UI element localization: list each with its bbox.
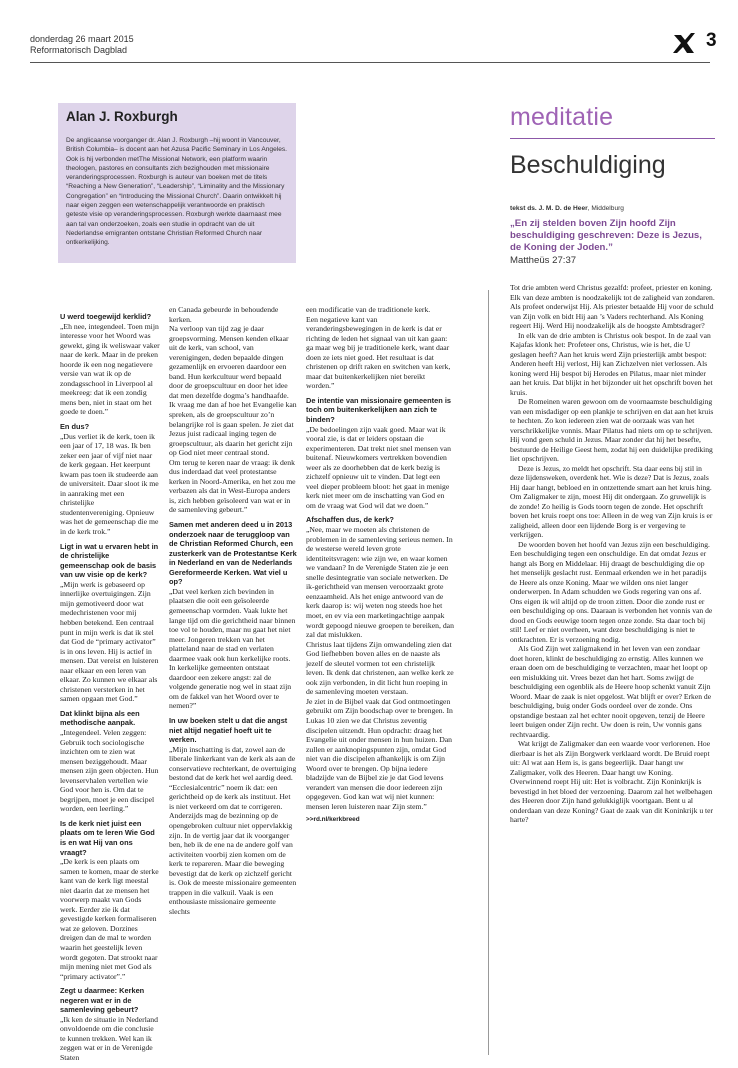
meditation-paragraph: In elk van de drie ambten is Christus ook bespot. In de zaal van Kajafas klonk het: Profeteer ons, Christus, wie is het, die U geslagen heeft? Aan het kruis werd Zijn priesterlijk ambt bespot: Anderen heeft Hij verlost, Hij kan Zichzelven niet verlossen. Als koning werd Hij bespot bij Herodes en Pilatus, maar niet minder aan het kruis. Dat blijkt in het bijzonder uit het opschrift boven het kruis. [510, 330, 713, 397]
bio-name: Alan J. Roxburgh [66, 109, 178, 124]
interview-answer: „Integendeel. Velen zeggen: Gebruik toch sociologische inzichten om te zien wat mensen beziggehoudt. Maar mensen zijn geen objecten. Hun levenservhalen vertellen wie God voor hen is. Om dat te begrijpen, moet je een discipel worden, een leerling.” [60, 727, 159, 814]
meditation-byline [510, 205, 624, 212]
meditation-paragraph: De woorden boven het hoofd van Jezus zijn een beschuldiging. Een beschuldiging tegen een onschuldige. En dat omdat Jezus er hangt als Borg en Middelaar. Hij draagt de beschuldiging die op het menselijk geslacht rust. Eenmaal erkenden we in het paradijs de Heere als onze Koning. Maar we wilden ons niet langer onderwerpen. In Adam schudden we Gods regering van ons af. Ons eigen ik wil altijd op de troon zitten. Door die zonde rust er een beschuldiging op ons. Daaraan is verbonden het vonnis van de dood en Gods eeuwige toorn tegen onze zonde. Sta daar toch bij stil! Leef er niet overheen, want deze beschuldiging is niet te ontkrachten. Er is verzoening nodig. [510, 539, 713, 644]
interview-answer: Je ziet in de Bijbel vaak dat God ontmoetingen gebruikt om Zijn boodschap over te brengen. In Lukas 10 zien we dat Christus zeventig discipelen uitzendt. Hun opdracht: draag het Evangelie uit onder mensen in hun huizen. Dan zullen er aanknopingspunten zijn, omdat God niet van die discipelen afhankelijk is om Zijn Woord over te brengen. Op bijna iedere bladzijde van de Bijbel zie je dat God levens verandert van mensen die door iedereen zijn opgegeven. God kan wat wij niet kunnen: mensen leren luisteren naar Zijn stem.” [306, 696, 453, 811]
bio-box [58, 103, 296, 263]
meditation-title: Beschuldiging [510, 151, 666, 179]
interview-answer: Om terug te keren naar de vraag: ik denk dus inderdaad dat veel protestantse kerken in Noord-Amerika, en het zou me verbazen als dat in West-Europa anders is, zich hebben geïsoleerd van wat er in de samenleving gebeurt.” [169, 457, 296, 515]
interview-question: Zegt u daarmee: Kerken negeren wat er in de samenleving gebeurt? [60, 986, 145, 1015]
interview-question: Dat klinkt bijna als een methodische aanpak. [60, 708, 140, 728]
scripture-quote: „En zij stelden boven Zijn hoofd Zijn beschuldiging geschreven: Deze is Jezus, de Koning der Joden.” [510, 218, 702, 254]
column-divider [488, 290, 489, 1055]
section-title: meditatie [510, 103, 614, 131]
interview-question: In uw boeken stelt u dat die angst niet altijd negatief hoeft uit te werken. [169, 715, 288, 745]
meditation-paragraph: Als God Zijn wet zaligmakend in het leven van een zondaar doet horen, klinkt de beschuldiging zo ernstig. Alles kunnen we eraan doen om de beschuldiging te verzachten, maar het loopt op een mislukking uit. Vrees bezet dan het hart. Soms zwijgt de beschuldiging een ogenblik als de Heere hoop schenkt vanuit Zijn Woord. Maar de zaak is niet opgelost. Wat blijft er over? Erken de beschuldiging, buig onder Gods oordeel over de zonde. Ons opstandige bestaan zal het echter nooit opgeven, tenzij de Heere leert buigen onder Zijn recht. Uw doen is rein, Uw vonnis gans rechtvaardig. [510, 644, 712, 739]
page-header-date [30, 34, 134, 56]
meditation-column [510, 283, 715, 1053]
interview-answer: Na verloop van tijd zag je daar groepsvorming. Mensen kenden elkaar uit de kerk, van school, van verenigingen, deden bepaalde dingen gezamenlijk en ervoeren daardoor een band. Hun kerkcultuur werd bepaald door de groepscultuur en door het idee dat men dezelfde dogma’s handhaafde. Ik vraag me dan af hoe het Evangelie kan spreken, als de groepscultuur zo’n belangrijke rol is gaan spelen. Je ziet dat Jezus juist radicaal inging tegen de groepscultuur, als daarin het gericht zijn op God niet meer centraal stond. [169, 324, 297, 458]
interview-answer: Anderzijds mag de bezinning op de opengebroken cultuur niet oppervlakkig zijn. In de vertig jaar dat ik voorganger ben, heb ik de ene na de andere golf van activiteiten voorbij zien komen om de kerk te repareren. Maar die beweging bevestigt dat de kerk op zichzelf gericht is. Ook de meeste missionaire gemeenten trappen in die valkuil. Vaak is een enthousiaste missionaire gemeente slechts [169, 811, 297, 916]
interview-answer: „Nee, maar we moeten als christenen de problemen in de samenleving serieus nemen. In de westerse wereld leven grote identiteitsvragen: wie zijn we, en waar komen we vandaan? In de Verenigde Staten zie je een snelle desintegratie van sociale netwerken. De ik-gerichtheid van mensen veroorzaakt grote eenzaamheid. Als het enige antwoord van de kerk daarop is: wij weten nog steeds hoe het moet, en ev via een marketingachtige aanpak wordt gepoogd nieuwe groepen te bereiken, dan zal dat mislukken. [306, 525, 454, 640]
web-link[interactable]: >>rd.nl/kerkbreed [306, 816, 360, 824]
bio-text: De anglicaanse voorganger dr. Alan J. Roxburgh –hij woont in Vancouver, British Columbia– is docent aan het Azusa Pacific Seminary in Los Angeles. Ook is hij verbonden metThe Missional Network, een platform waarin theologen, pastores en consultants zich bezighouden met missionaire veranderingsprocessen. Roxburgh is auteur van boeken met de titels “Reaching a New Generation”, “Leadership”, “Liminality and the Missionary Congregation” en “Introducing the Missional Church”. Daarin ontwikkelt hij naar eigen zeggen een wetenschappelijk verantwoorde en praktisch geteste visie op veranderingsprocessen. Roxburgh werkte daarnaast mee aan tal van onderzoeken, zoals een studie in opdracht van de uit Nederlandse emigranten ontstane Christian Reformed Church naar ontkerkelijking. [66, 137, 288, 247]
byline-author: tekst ds. J. M. D. de Heer [510, 205, 588, 212]
byline-place: , Middelburg [587, 205, 624, 212]
interview-answer: „Ik ken de situatie in Nederland onvoldoende om die conclusie te kunnen trekken. Wel kan ik zeggen wat er in de Verenigde Staten [60, 1014, 158, 1063]
interview-answer: „Dus verliet ik de kerk, toen ik een jaar of 17, 18 was. Ik ben zeker een jaar of vijf niet naar de kerk gegaan. Het keerpunt kwam pas toen ik studeerde aan de universiteit. Daar sloot ik me in aanraking met een christelijke studentenvereniging. Opnieuw was het de gemeenschap die me in de kerk trok.” [60, 431, 159, 537]
interview-answer: „Mijn werk is gebaseerd op innerlijke overtuigingen. Zijn mijn gemotiveerd door wat medechristenen voor mij hebben betekend. Een centraal punt in mijn werk is dat ik stel dat God de “primary activator” is in ons leven. Hij is actief in mensen. Dat vereist en luisteren naar elkaar en een leren van elkaar. Zo kunnen we elkaar als christenen versterken in het samen opgaan met God.” [60, 579, 159, 704]
meditation-paragraph: Tot drie ambten werd Christus gezalfd: profeet, priester en koning. Elk van deze ambten is noodzakelijk tot de zaligheid van zondaren. Als profeet onderwijst Hij. Als priester betaalde Hij voor de schuld van Zijn volk en bidt Hij aan ’s Vaders rechterhand. Als Koning regeert Hij. Werd Hij noodzakelijk als de hoogste Ambtsdrager? [510, 283, 715, 330]
interview-answer: „Eh nee, integendeel. Toen mijn interesse voor het Woord was gewekt, ging ik weliswaar vaker naar de kerk. Maar in de preken hoorde ik een nog negatievere versie van wat ik op de zondagsschool in Liverpool al meekreeg: dat ik een zondig mens ben, niet in staat om het goede te doen.” [60, 321, 160, 417]
interview-question: De intentie van missionaire gemeenten is toch om buitenkerkelijken aan zich te binden? [306, 395, 451, 425]
meditation-paragraph: De Romeinen waren gewoon om de voornaamste beschuldiging van een misdadiger op een plankje te schrijven en dat aan het kruis te hechten. Zo kon iedereen zien wat de oorzaak was van het verschrikkelijke vonnis. Maar Pilatus had niets om op te schrijven. Hij vond geen schuld in Jezus. Maar zonder dat hij het besefte, bestuurde de Heilige Geest hem, zodat hij een duidelijke prediking liet opschrijven. [510, 397, 714, 463]
interview-question: Samen met anderen deed u in 2013 onderzoek naar de teruggloop van de Christian Reformed Church, een zusterkerk van de Protestantse Kerk in Nederland en van de Nederlands Gereformeerde Kerken. Wat viel u op? [169, 520, 297, 587]
interview-answer: Christus laat tijdens Zijn omwandeling zien dat God liefhebben boven alles en de naaste als jezelf de sleutel vormen tot een christelijk leven. Ik denk dat christenen, aan welke kerk ze ook zijn verbonden, in dit licht hun roeping in de samenleving moeten verstaan. [306, 639, 454, 697]
interview-answer: „De bedoelingen zijn vaak goed. Maar wat ik vooral zie, is dat er leiders opstaan die experimenteren. Dat trekt niet snel mensen van buitenaf. Nieuwkomers vertrekken bovendien weer als ze doorhebben dat de kerk bezig is zichzelf opnieuw uit te vinden. Dat legt een veel dieper probleem bloot: het gaat in menige kerk niet meer om de inschatting van God en om de vraag wat God wil dat we doen.” [306, 424, 451, 510]
interview-answer: „De kerk is een plaats om samen te komen, maar de sterke kant van de kerk ligt meestal niet daarin dat ze mensen het voorwerp maakt van Gods werk. Eerder zie ik dat gevestigde kerken formaliseren wat ze geloven. Dorzines dreigen dan de mal te worden waarin het geestelijk leven wordt gegoten. Dat strookt naar mijn mening niet met God als “primary activator”.” [60, 857, 159, 981]
section-divider [510, 138, 715, 139]
interview-column-1 [60, 312, 160, 1063]
interview-question: Is de kerk niet juist een plaats om te leren Wie God is en wat Hij van ons vraagt? [60, 818, 155, 857]
newspaper-name: Reformatorisch Dagblad [30, 45, 128, 55]
scripture-reference: Mattheüs 27:37 [510, 255, 577, 266]
interview-answer: „Mijn inschatting is dat, zowel aan de liberale linkerkant van de kerk als aan de conservatieve rechterkant, de overtuiging bestond dat de kerk het wel aardig deed. “Ecclesialcentric” noem ik dat: een gerichtheid op de kerk als instituut. Het is niet verkeerd om dat te corrigeren. [169, 744, 297, 811]
interview-answer: Een negatieve kant van veranderingsbewegingen in de kerk is dat er richting de leden het signaal van uit kan gaan: ga maar weg bij je traditionele kerk, want daar doen ze iets niet goed. Het resultaat is dat christenen op drift raken en switchen van kerk, maar dat buitenkerkelijken niet bereikt worden.” [306, 314, 451, 391]
interview-question: Afschaffen dus, de kerk? [306, 515, 394, 525]
interview-question: Ligt in wat u ervaren hebt in de christelijke gemeenschap ook de basis van uw visie op de kerk? [60, 541, 159, 580]
page-number: 3 [706, 30, 717, 51]
interview-question: En dus? [60, 422, 90, 432]
header-divider [30, 62, 710, 63]
interview-answer: en Canada gebeurde in behoudende kerken. [169, 305, 279, 324]
newspaper-logo-icon [672, 31, 696, 55]
interview-answer: een modificatie van de traditionele kerk. [306, 305, 431, 314]
interview-column-3 [306, 305, 454, 1050]
interview-answer: „Dat veel kerken zich bevinden in plaatsen die ooit een geïsoleerde gemeenschap vormden. Vaak lukte het lange tijd om die gerichtheid naar binnen toe vol te houden, maar nu gaat het niet meer. Jongeren trekken van het platteland naar de stad en verlaten daarmee vaak ook hun kerkelijke roots. In kerkelijke gemeenten ontstaat daardoor een zekere angst: zal de volgende generatie nog wel in staat zijn om de fakkel van het Woord over te nemen?” [169, 586, 296, 711]
date-text: donderdag 26 maart 2015 [30, 34, 134, 44]
interview-question: U werd toegewijd kerklid? [60, 312, 152, 321]
meditation-paragraph: Deze is Jezus, zo meldt het opschrift. Sta daar eens bij stil in deze lijdensweken, overdenk het. Wie is deze? Dat is Jezus, zoals Hij daar hangt, bebloed en in ontzettende smart aan het kruis hing. Om Zaligmaker te zijn, moest Hij dit ondergaan. Zo gruwelijk is de zonde! Zo heilig is Gods toorn tegen de zonde. Het opschrift boven het kruis roept ons toe: Alleen in de weg van Zijn kruis is er zaligheid, alleen door een lijdende Borg is er vergeving te verkrijgen. [510, 463, 713, 539]
meditation-paragraph: Wat krijgt de Zaligmaker dan een waarde voor verlorenen. Hoe dierbaar is het als Zijn Borgwerk verklaard wordt. De Bruid roept uit: Al wat aan Hem is, is gans begeerlijk. Daar hangt uw Zaligmaker, volk des Heeren. Daar hangt uw Koning. Overwinnend roept Hij uit: Het is volbracht. Zijn Koninkrijk is bevestigd in het bloed der verzoening. Daarom zal het welbehagen des Heeren door Zijn hand gelukkiglijk voortgaan. Bent u al onderdaan van deze Koning? Gaat de zaak van dit Koninkrijk u ter harte? [510, 739, 714, 824]
interview-column-2 [169, 305, 297, 1050]
